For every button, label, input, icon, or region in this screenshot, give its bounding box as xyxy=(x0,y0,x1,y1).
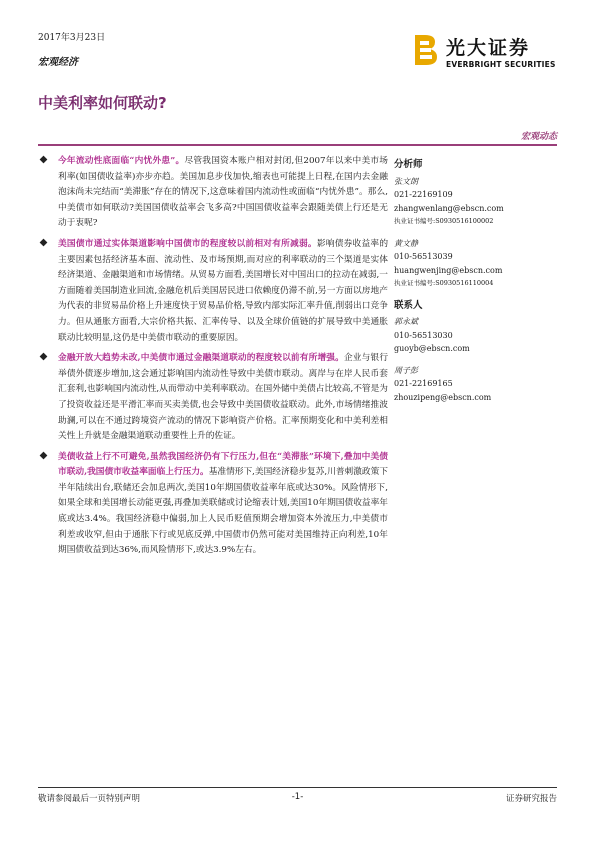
contact-email[interactable]: zhouzipeng@ebscn.com xyxy=(394,392,492,402)
analyst-cert: 执业证书编号:S0930516100002 xyxy=(394,217,494,225)
paragraph-text: 影响债券收益率的主要因素包括经济基本面、流动性、及市场预期,而对应的利率联动的三个渠道是实体经济渠道、金融渠道和市场情绪。从贸易方面看,美国增长对中国出口的拉动在减弱,一方面随着美国制造业回流,金融危机后美国居民进口依赖度仍滞不前,另一方面以房地产为代表的非贸易品价格上升速度快于贸易品价格,导致内部实际汇率升值,削弱出口竞争力。但从通胀方面看,大宗价格共振、汇率传导、以及全球价值链的扩展导致中美通胀联动比较明显,这仍是中美债市联动的重要原因。 xyxy=(58,238,389,343)
summary-paragraph xyxy=(40,450,388,559)
summary-paragraph xyxy=(40,351,388,445)
analyst-heading: 分析师 xyxy=(394,159,423,170)
report-title: 中美利率如何联动? xyxy=(38,94,167,112)
analyst-card xyxy=(394,175,554,229)
analyst-phone: 010-56513039 xyxy=(394,252,453,261)
report-category: 宏观经济 xyxy=(38,57,78,68)
contact-card xyxy=(394,364,554,405)
analyst-sidebar xyxy=(394,158,554,412)
analyst-email[interactable]: zhangwenlang@ebscn.com xyxy=(394,203,504,213)
paragraph-highlight: 美债收益上行不可避免,虽然我国经济仍有下行压力,但在“美滞胀”环境下,叠加中美债市联动,我国债市收益率面临上行压力。 xyxy=(58,451,388,478)
diamond-bullet-icon xyxy=(40,353,48,361)
paragraph-highlight: 今年流动性底面临“内忧外患”。 xyxy=(58,156,185,166)
footer-disclaimer: 敬请参阅最后一页特别声明 xyxy=(38,794,141,804)
contact-name: 周子彭 xyxy=(394,365,418,375)
footer-divider xyxy=(38,787,557,788)
header-divider xyxy=(38,144,557,146)
analyst-card xyxy=(394,237,554,291)
analyst-name: 黄文静 xyxy=(394,238,418,248)
contact-name: 郭永斌 xyxy=(394,317,418,326)
company-logo-text: 光大证券 xyxy=(446,37,531,59)
analyst-name: 张文朗 xyxy=(394,176,418,186)
paragraph-highlight: 金融开放大趋势未改,中美债市通过金融渠道联动的程度较以前有所增强。 xyxy=(58,353,344,364)
paragraph-text: 企业与银行举债外债逐步增加,这会通过影响国内流动性导致中美债市联动。离岸与在岸人民币套汇套利,也影响国内流动性,从而带动中美利率联动。在国外储中美债占比较高,不管是为了投资收益还是平滑汇率而买卖美债,也会导致中美国债收益联动。此外,市场情绪推波助澜,可以在不通过跨境资产流动的情况下影响资产价格。汇率预期变化和中美利差相关性上升就是金融渠道联动重要性上升的佐证。 xyxy=(58,353,389,442)
analyst-cert: 执业证书编号:S0930516110004 xyxy=(394,279,494,287)
diamond-bullet-icon xyxy=(40,156,48,164)
footer-report-label: 证券研究报告 xyxy=(505,794,557,804)
contact-email[interactable]: guoyb@ebscn.com xyxy=(394,344,470,353)
contact-phone: 010-56513030 xyxy=(394,330,453,340)
paragraph-highlight: 美国债市通过实体渠道影响中国债市的程度较以前相对有所减弱。 xyxy=(58,238,317,249)
report-date: 2017年3月23日 xyxy=(38,33,106,43)
paragraph-text: 尽管我国资本账户相对封闭,但2007年以来中美市场利率(如国债收益率)亦步亦趋。美国加息步伐加快,缩表也可能提上日程,在国内去金融泡沫尚未完结而“美滞胀”存在的情况下,这意味着国内流动性或面临“内忧外患”。那么,中美债市如何联动?美国国债收益率会飞多高?中国国债收益率会跟随美债上行还是无动于衷呢? xyxy=(58,156,388,229)
summary-paragraph xyxy=(40,154,388,232)
contact-card xyxy=(394,315,554,356)
diamond-bullet-icon xyxy=(40,451,48,459)
company-logo-english: EVERBRIGHT SECURITIES xyxy=(446,60,556,69)
main-content xyxy=(40,154,388,564)
everbright-logo-icon xyxy=(413,33,439,67)
contact-phone: 021-22169165 xyxy=(394,379,453,388)
summary-paragraph xyxy=(40,237,388,346)
paragraph-text: 基准情形下,美国经济稳步复苏,川普刺激政策下半年陆续出台,联储还会加息两次,美国10年期国债收益率年底或达30%。风险情形下,如果全球和美国增长动能更强,再叠加美联储或讨论缩表计划,美国10年期国债收益率年底或达3.4%。我国经济稳中偏弱,加上人民币贬值预期会增加资本外流压力,中美债市利差或收窄,但由于通胀下行或见底反弹,中国债市仍然可能对美国维持正向利差,10年期国债收益到达36%,而风险情形下,或达3.9%左右。 xyxy=(58,467,388,556)
page-number: -1- xyxy=(291,792,304,802)
contact-heading: 联系人 xyxy=(394,299,423,311)
analyst-email[interactable]: huangwenjing@ebscn.com xyxy=(394,265,503,275)
report-type: 宏观动态 xyxy=(520,132,557,142)
analyst-phone: 021-22169109 xyxy=(394,190,453,199)
diamond-bullet-icon xyxy=(40,239,48,247)
